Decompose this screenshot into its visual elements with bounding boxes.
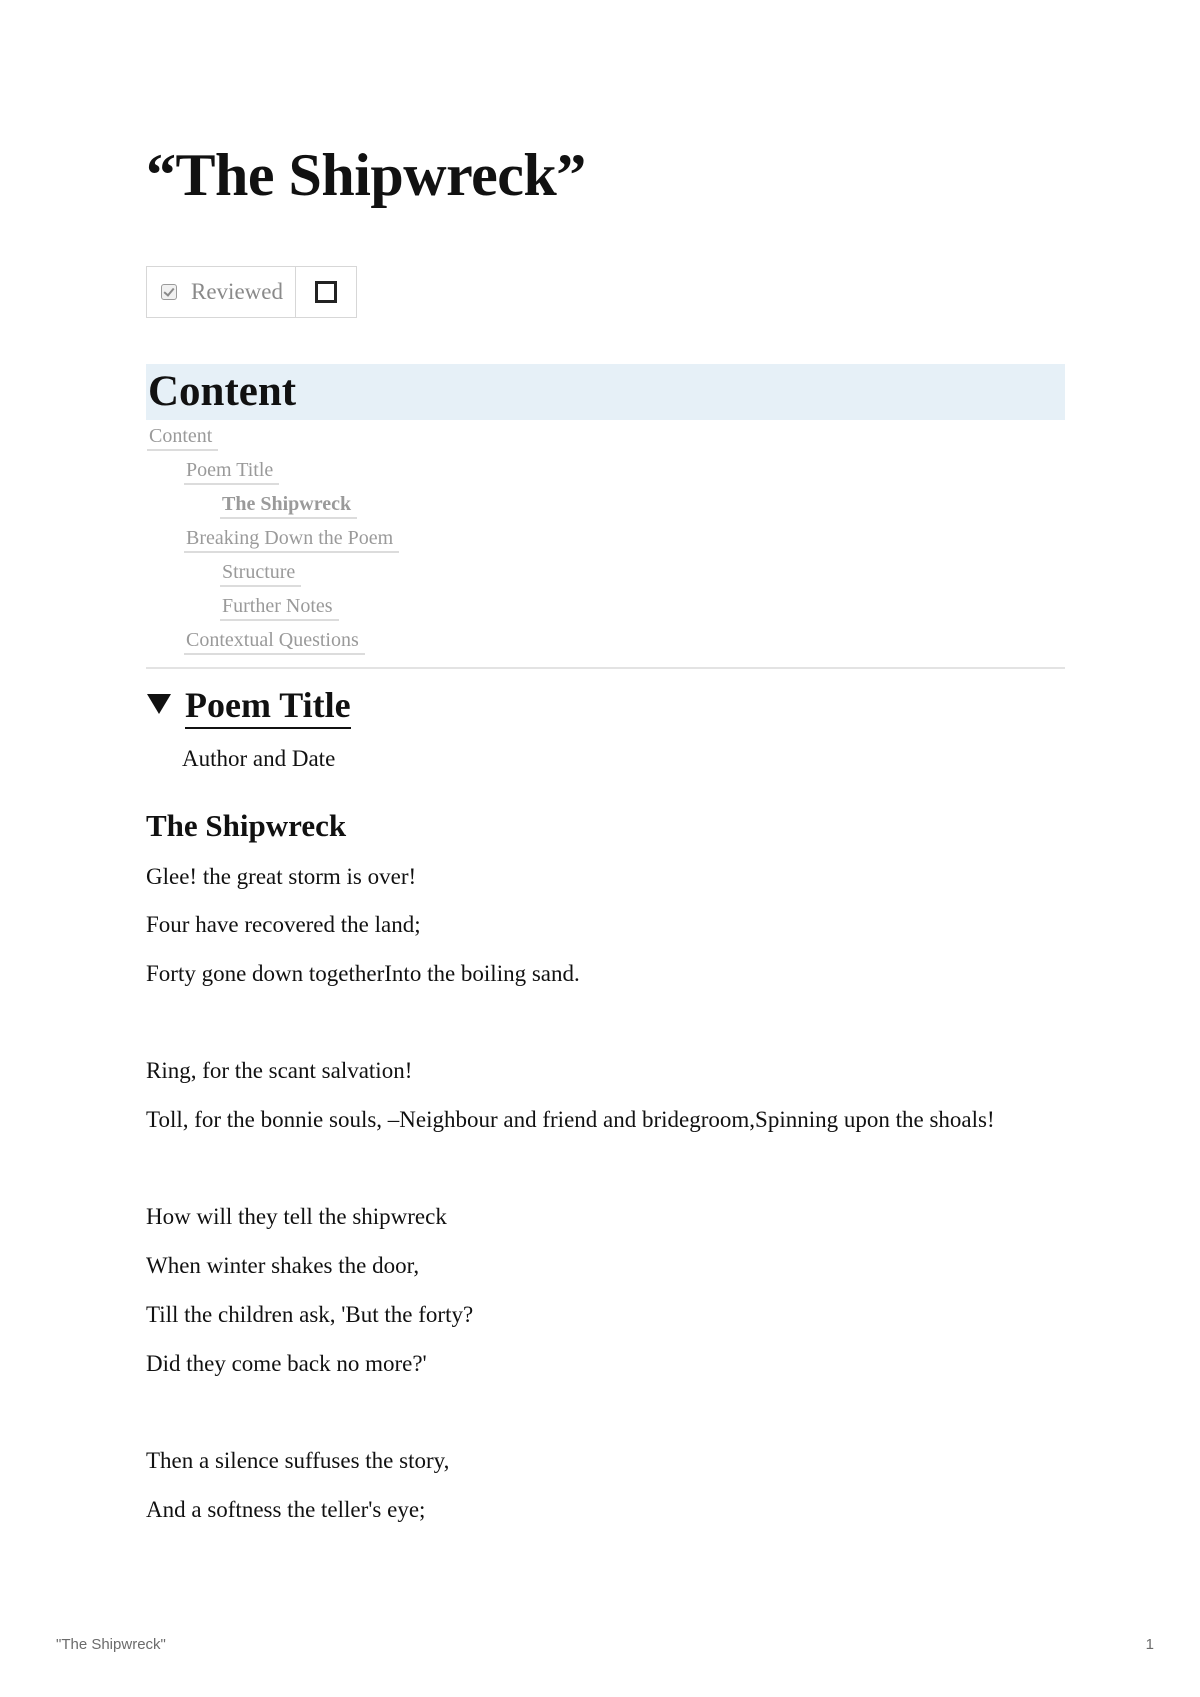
section-heading-poem-title: Poem Title bbox=[185, 684, 351, 729]
reviewed-checkbox[interactable] bbox=[315, 281, 337, 303]
reviewed-property-name bbox=[147, 267, 296, 317]
toc-heading: Content bbox=[146, 364, 1065, 420]
poem-line: Ring, for the scant salvation! bbox=[146, 1058, 413, 1083]
poem-line: How will they tell the shipwreck bbox=[146, 1204, 447, 1229]
toc-item-structure[interactable]: Structure bbox=[220, 560, 301, 587]
checkbox-property-icon bbox=[161, 284, 177, 300]
divider bbox=[146, 667, 1065, 669]
toc-item-the-shipwreck[interactable]: The Shipwreck bbox=[220, 492, 357, 519]
footer-page-number: 1 bbox=[1145, 1636, 1154, 1653]
poem-line: Toll, for the bonnie souls, –Neighbour and friend and bridegroom,Spinning upon the shoals! bbox=[146, 1107, 995, 1132]
toc-item-further-notes[interactable]: Further Notes bbox=[220, 594, 339, 621]
author-and-date-text: Author and Date bbox=[182, 746, 336, 771]
toggle-triangle-icon[interactable] bbox=[147, 694, 171, 714]
page-title: “The Shipwreck” bbox=[146, 142, 586, 208]
footer-title: "The Shipwreck" bbox=[56, 1636, 166, 1653]
poem-line: Did they come back no more?' bbox=[146, 1351, 427, 1376]
poem-line: Then a silence suffuses the story, bbox=[146, 1448, 450, 1473]
poem-line: And a softness the teller's eye; bbox=[146, 1497, 426, 1522]
poem-line: When winter shakes the door, bbox=[146, 1253, 420, 1278]
reviewed-property-value bbox=[296, 267, 356, 317]
poem-line: Till the children ask, 'But the forty? bbox=[146, 1302, 474, 1327]
properties-table bbox=[146, 266, 357, 318]
poem-line: Forty gone down togetherInto the boiling sand. bbox=[146, 961, 580, 986]
poem-line: Four have recovered the land; bbox=[146, 912, 421, 937]
toc-item-contextual-questions[interactable]: Contextual Questions bbox=[184, 628, 365, 655]
toc-item-poem-title[interactable]: Poem Title bbox=[184, 458, 279, 485]
toc-item-content[interactable]: Content bbox=[147, 424, 218, 451]
poem-title: The Shipwreck bbox=[146, 808, 347, 843]
reviewed-label: Reviewed bbox=[191, 279, 283, 304]
poem-line: Glee! the great storm is over! bbox=[146, 864, 417, 889]
toc-item-breaking-down-the-poem[interactable]: Breaking Down the Poem bbox=[184, 526, 399, 553]
